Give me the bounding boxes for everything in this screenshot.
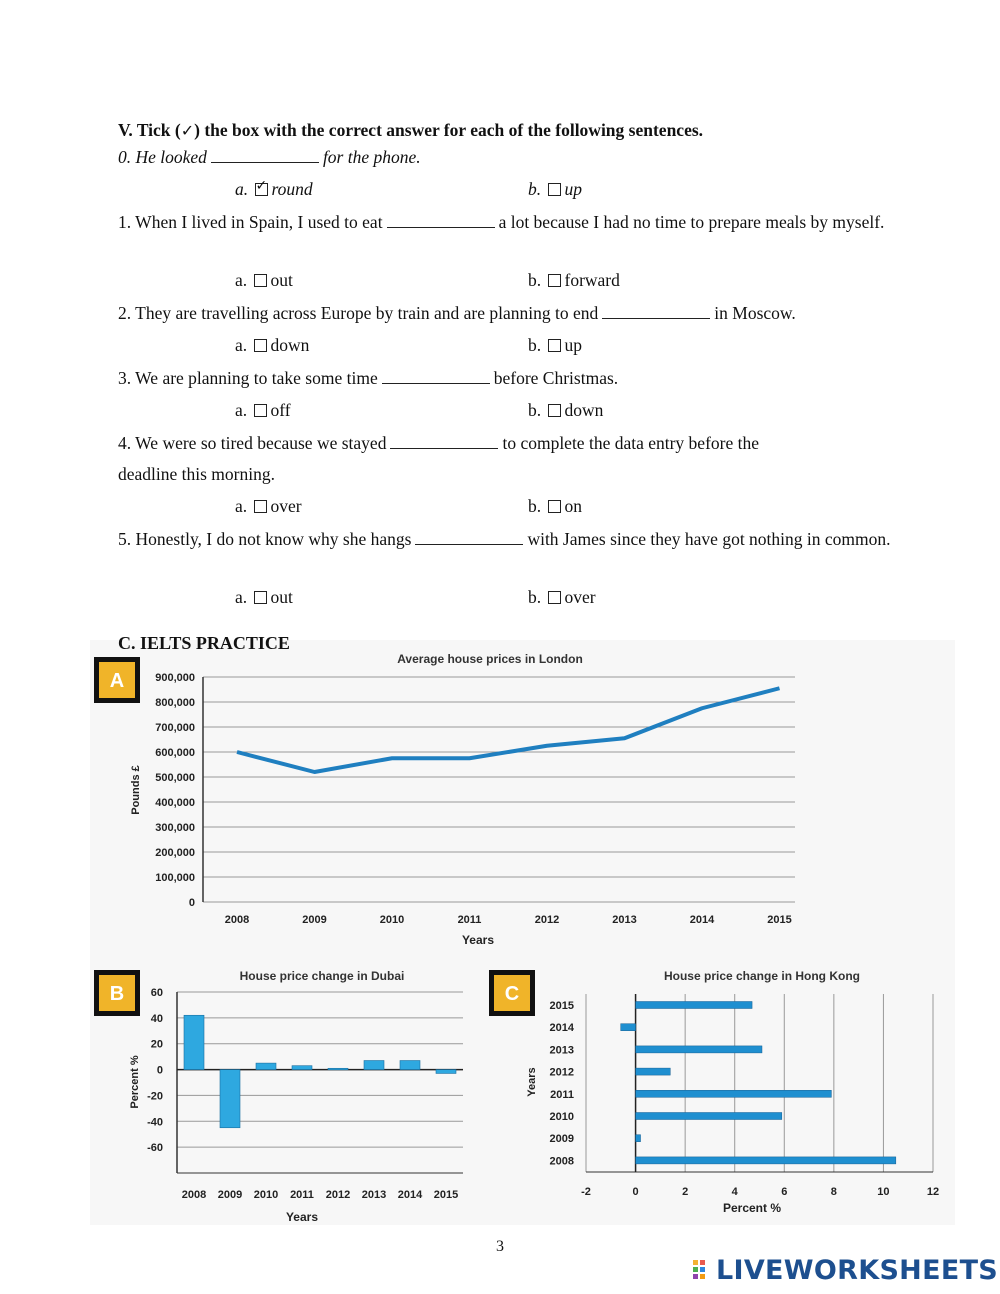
chart-b-y-tick: 60 (150, 987, 163, 999)
chart-b-bar (292, 1066, 312, 1070)
checkbox-2-a[interactable] (254, 339, 267, 352)
checkbox-2-b[interactable] (548, 339, 561, 352)
chart-c-x-tick: -2 (581, 1186, 591, 1198)
chart-c-y-tick: 2012 (549, 1066, 574, 1079)
chart-a-title: Average house prices in London (397, 652, 583, 666)
answer-blank-2[interactable] (602, 304, 710, 319)
check-mark-icon: ✓ (180, 121, 195, 140)
chart-b-ylabel: Percent % (129, 1055, 141, 1109)
chart-c-bar (636, 1068, 671, 1075)
chart-a-x-tick: 2014 (689, 914, 715, 926)
chart-c-bar (636, 1046, 762, 1053)
chart-c-bar (636, 1090, 832, 1097)
chart-b-y-tick: 40 (150, 1012, 163, 1025)
option-3-b[interactable]: b. down (528, 400, 604, 420)
chart-a-x-tick: 2009 (302, 914, 327, 926)
answer-blank-5[interactable] (415, 530, 523, 545)
chart-b-y-tick: -20 (147, 1090, 163, 1103)
chart-c-title: House price change in Hong Kong (663, 969, 861, 983)
chart-c-y-tick: 2011 (550, 1088, 574, 1101)
answer-blank-4[interactable] (390, 434, 498, 449)
chart-b-x-tick: 2008 (181, 1189, 207, 1201)
chart-c-bar (636, 1135, 641, 1142)
chart-a-x-tick: 2008 (224, 914, 250, 926)
chart-a-x-tick: 2012 (534, 914, 560, 926)
checkbox-3-b[interactable] (548, 404, 561, 417)
checkbox-0-a[interactable] (255, 183, 268, 196)
checkbox-4-b[interactable] (548, 500, 561, 513)
question-1: 1. When I lived in Spain, I used to eat a lot because I had no time to prepare meals by myself. (118, 212, 885, 232)
chart-b-title: House price change in Dubai (239, 969, 405, 983)
option-3-a[interactable]: a. off (235, 400, 291, 420)
chart-a-london (90, 645, 810, 950)
chart-c-x-tick: 4 (731, 1186, 738, 1198)
chart-b-dubai (90, 962, 480, 1227)
chart-b-badge-letter: B (109, 983, 125, 1005)
chart-c-y-tick: 2014 (549, 1022, 574, 1035)
chart-b-xlabel: Years (285, 1210, 319, 1224)
option-0-a[interactable]: a. ✓ round (235, 179, 313, 200)
chart-b-x-tick: 2010 (253, 1189, 279, 1201)
chart-b-bar (184, 1015, 204, 1069)
chart-c-badge-letter: C (504, 983, 520, 1005)
chart-b-x-tick: 2013 (361, 1189, 387, 1201)
option-0-b[interactable]: b. up (528, 179, 582, 199)
option-2-a[interactable]: a. down (235, 335, 310, 355)
chart-c-y-tick: 2015 (549, 1000, 574, 1012)
chart-c-y-tick: 2009 (549, 1133, 574, 1146)
chart-c-bar (636, 1002, 752, 1009)
chart-b-y-tick: -60 (147, 1142, 163, 1155)
option-2-b[interactable]: b. up (528, 335, 582, 355)
chart-c-x-tick: 10 (877, 1186, 890, 1198)
chart-c-bar (636, 1113, 782, 1120)
chart-a-y-tick: 700,000 (155, 722, 195, 734)
chart-a-badge-letter: A (109, 670, 125, 692)
chart-b-x-tick: 2015 (433, 1189, 459, 1201)
chart-c-ylabel: Years (526, 1067, 538, 1097)
question-2: 2. They are travelling across Europe by train and are planning to end in Moscow. (118, 303, 796, 323)
chart-b-y-tick: 0 (156, 1064, 163, 1077)
chart-a-y-tick: 600,000 (155, 747, 195, 759)
chart-a-y-tick: 0 (188, 897, 195, 909)
section-title: C. IELTS PRACTICE (118, 633, 290, 653)
chart-a-xlabel: Years (461, 933, 495, 947)
chart-a-y-tick: 200,000 (155, 847, 195, 859)
logo-grid-icon (692, 1258, 712, 1282)
chart-b-bar (328, 1068, 348, 1070)
chart-a-ylabel: Pounds £ (130, 765, 142, 815)
chart-b-bar (400, 1061, 420, 1070)
question-5: 5. Honestly, I do not know why she hangs with James since they have got nothing in common. (118, 529, 891, 549)
option-5-a[interactable]: a. out (235, 587, 293, 607)
chart-a-y-tick: 100,000 (155, 872, 195, 884)
chart-c-x-tick: 6 (781, 1186, 788, 1198)
chart-b-bar (436, 1070, 456, 1074)
chart-b-x-tick: 2009 (217, 1189, 243, 1201)
chart-c-y-tick: 2008 (549, 1155, 574, 1168)
chart-c-xlabel: Percent % (722, 1201, 782, 1215)
chart-c-y-tick: 2010 (549, 1111, 574, 1123)
liveworksheets-logo: LIVEWORKSHEETS (692, 1255, 998, 1286)
checkbox-4-a[interactable] (254, 500, 267, 513)
chart-c-y-tick: 2013 (549, 1044, 574, 1057)
chart-c-hongkong (485, 962, 955, 1222)
chart-a-y-tick: 400,000 (155, 797, 195, 809)
chart-b-x-tick: 2014 (397, 1189, 423, 1201)
chart-c-x-tick: 0 (632, 1186, 639, 1198)
chart-a-y-tick: 300,000 (155, 822, 195, 834)
chart-b-bar (364, 1061, 384, 1070)
checkbox-5-a[interactable] (254, 591, 267, 604)
chart-b-y-tick: -40 (147, 1116, 163, 1129)
chart-a-y-tick: 800,000 (155, 697, 195, 709)
checkbox-3-a[interactable] (254, 404, 267, 417)
question-0: 0. He looked for the phone. (118, 147, 421, 167)
option-1-a[interactable]: a. out (235, 270, 293, 290)
chart-c-bar (621, 1024, 636, 1031)
exercise-heading: V. Tick (✓) the box with the correct answer for each of the following sentences. (118, 120, 704, 140)
chart-c-x-tick: 8 (830, 1186, 837, 1198)
checkbox-0-b[interactable] (548, 183, 561, 196)
answer-blank-3[interactable] (382, 369, 490, 384)
question-4: 4. We were so tired because we stayed to complete the data entry before the (118, 433, 760, 453)
chart-a-y-tick: 900,000 (155, 672, 195, 684)
page-number: 3 (496, 1238, 504, 1255)
chart-a-series-line (237, 688, 780, 772)
chart-a-x-tick: 2011 (457, 914, 482, 926)
checkbox-1-a[interactable] (254, 274, 267, 287)
question-3: 3. We are planning to take some time before Christmas. (118, 368, 619, 388)
option-4-b[interactable]: b. on (528, 496, 582, 516)
option-1-b[interactable]: b. forward (528, 270, 620, 290)
chart-b-x-tick: 2011 (290, 1189, 314, 1201)
chart-b-bar (220, 1070, 240, 1128)
chart-c-x-tick: 12 (926, 1186, 940, 1198)
chart-a-y-tick: 500,000 (155, 772, 195, 784)
option-4-a[interactable]: a. over (235, 496, 302, 516)
checkbox-5-b[interactable] (548, 591, 561, 604)
chart-a-x-tick: 2013 (612, 914, 637, 926)
chart-b-x-tick: 2012 (325, 1189, 351, 1201)
chart-a-x-tick: 2015 (767, 914, 792, 926)
option-5-b[interactable]: b. over (528, 587, 596, 607)
question-4-continued: deadline this morning. (118, 464, 275, 484)
checkbox-1-b[interactable] (548, 274, 561, 287)
chart-a-x-tick: 2010 (379, 914, 405, 926)
chart-c-x-tick: 2 (682, 1186, 689, 1198)
chart-c-bar (636, 1157, 896, 1164)
chart-b-bar (256, 1063, 276, 1069)
answer-blank-0[interactable] (211, 148, 319, 163)
chart-b-y-tick: 20 (150, 1038, 163, 1051)
answer-blank-1[interactable] (387, 213, 495, 228)
